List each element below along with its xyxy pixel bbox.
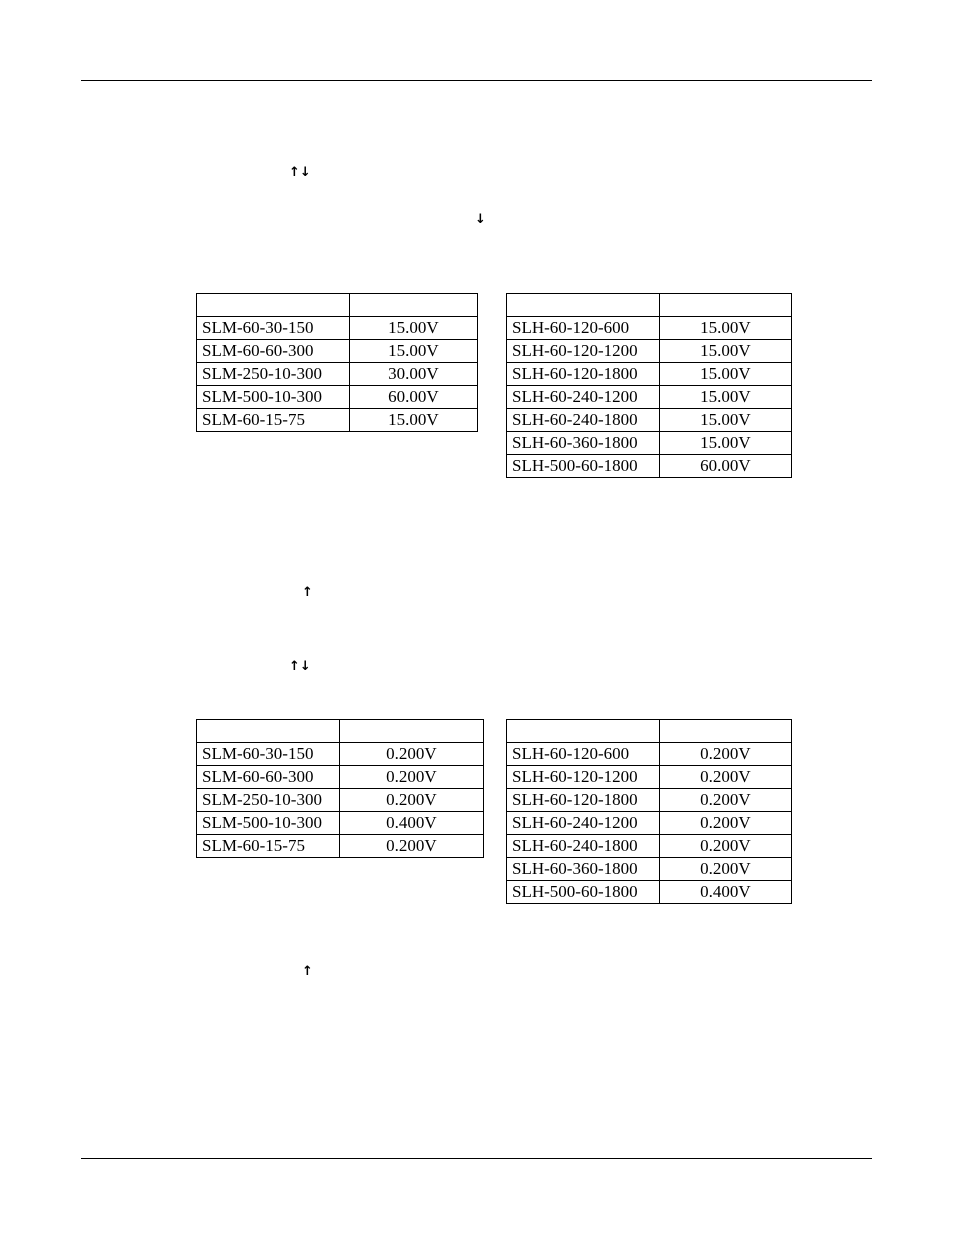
slm-voltage-table [196, 293, 478, 432]
table-row [507, 317, 792, 340]
slh-step-table [506, 719, 792, 904]
table-row [507, 766, 792, 789]
table-header-row [507, 294, 792, 317]
model-cell: SLM-250-10-300 [197, 789, 340, 812]
value-cell: 15.00V [349, 317, 477, 340]
value-cell: 15.00V [349, 409, 477, 432]
model-cell: SLH-60-120-1200 [507, 340, 660, 363]
table-row [197, 766, 484, 789]
model-cell: SLH-60-240-1200 [507, 386, 660, 409]
table-row [507, 363, 792, 386]
table-row [507, 409, 792, 432]
value-cell: 0.200V [659, 766, 791, 789]
header-cell [197, 720, 340, 743]
header-rule [81, 80, 872, 81]
value-cell: 0.200V [339, 743, 483, 766]
table-row [197, 363, 478, 386]
model-cell: SLM-60-15-75 [197, 409, 350, 432]
header-cell [507, 294, 660, 317]
value-cell: 15.00V [659, 409, 791, 432]
model-cell: SLH-500-60-1800 [507, 455, 660, 478]
header-cell [659, 294, 791, 317]
model-cell: SLM-60-60-300 [197, 766, 340, 789]
model-cell: SLM-500-10-300 [197, 812, 340, 835]
model-cell: SLH-60-120-1200 [507, 766, 660, 789]
table-row [197, 835, 484, 858]
value-cell: 0.200V [339, 835, 483, 858]
footer-rule [81, 1158, 872, 1159]
slm-step-table [196, 719, 484, 858]
model-cell: SLM-60-30-150 [197, 743, 340, 766]
header-cell [197, 294, 350, 317]
model-cell: SLH-60-120-600 [507, 317, 660, 340]
up-down-arrows-icon: ↑↓ [289, 165, 311, 180]
table-row [507, 432, 792, 455]
model-cell: SLM-500-10-300 [197, 386, 350, 409]
model-cell: SLH-60-120-600 [507, 743, 660, 766]
model-cell: SLH-60-360-1800 [507, 432, 660, 455]
model-cell: SLH-60-120-1800 [507, 789, 660, 812]
header-cell [349, 294, 477, 317]
slh-voltage-table [506, 293, 792, 478]
value-cell: 0.200V [659, 743, 791, 766]
down-arrow-icon: ↓ [475, 212, 486, 227]
table-header-row [507, 720, 792, 743]
header-cell [339, 720, 483, 743]
table-row [507, 835, 792, 858]
value-cell: 0.200V [659, 858, 791, 881]
table-row [507, 789, 792, 812]
value-cell: 15.00V [659, 386, 791, 409]
header-cell [507, 720, 660, 743]
table-header-row [197, 294, 478, 317]
header-cell [659, 720, 791, 743]
table-header-row [197, 720, 484, 743]
value-cell: 0.200V [339, 789, 483, 812]
model-cell: SLM-60-30-150 [197, 317, 350, 340]
table-row [197, 789, 484, 812]
value-cell: 0.200V [659, 812, 791, 835]
table-row [507, 881, 792, 904]
value-cell: 0.400V [339, 812, 483, 835]
table-row [507, 455, 792, 478]
value-cell: 0.200V [659, 789, 791, 812]
value-cell: 0.400V [659, 881, 791, 904]
value-cell: 15.00V [659, 317, 791, 340]
value-cell: 15.00V [659, 340, 791, 363]
value-cell: 0.200V [659, 835, 791, 858]
value-cell: 30.00V [349, 363, 477, 386]
table-row [507, 743, 792, 766]
table-row [507, 386, 792, 409]
model-cell: SLH-60-240-1800 [507, 835, 660, 858]
model-cell: SLM-60-15-75 [197, 835, 340, 858]
model-cell: SLM-60-60-300 [197, 340, 350, 363]
model-cell: SLH-60-120-1800 [507, 363, 660, 386]
value-cell: 15.00V [659, 432, 791, 455]
table-row [197, 743, 484, 766]
table-row [197, 317, 478, 340]
table-row [507, 858, 792, 881]
up-arrow-icon: ↑ [302, 585, 313, 600]
value-cell: 15.00V [349, 340, 477, 363]
table-row [197, 812, 484, 835]
table-row [197, 340, 478, 363]
table-row [507, 340, 792, 363]
value-cell: 0.200V [339, 766, 483, 789]
up-arrow-icon: ↑ [302, 964, 313, 979]
value-cell: 60.00V [349, 386, 477, 409]
model-cell: SLH-60-240-1800 [507, 409, 660, 432]
model-cell: SLH-500-60-1800 [507, 881, 660, 904]
table-row [507, 812, 792, 835]
up-down-arrows-icon: ↑↓ [289, 659, 311, 674]
value-cell: 15.00V [659, 363, 791, 386]
value-cell: 60.00V [659, 455, 791, 478]
table-row [197, 409, 478, 432]
model-cell: SLH-60-360-1800 [507, 858, 660, 881]
model-cell: SLH-60-240-1200 [507, 812, 660, 835]
model-cell: SLM-250-10-300 [197, 363, 350, 386]
table-row [197, 386, 478, 409]
